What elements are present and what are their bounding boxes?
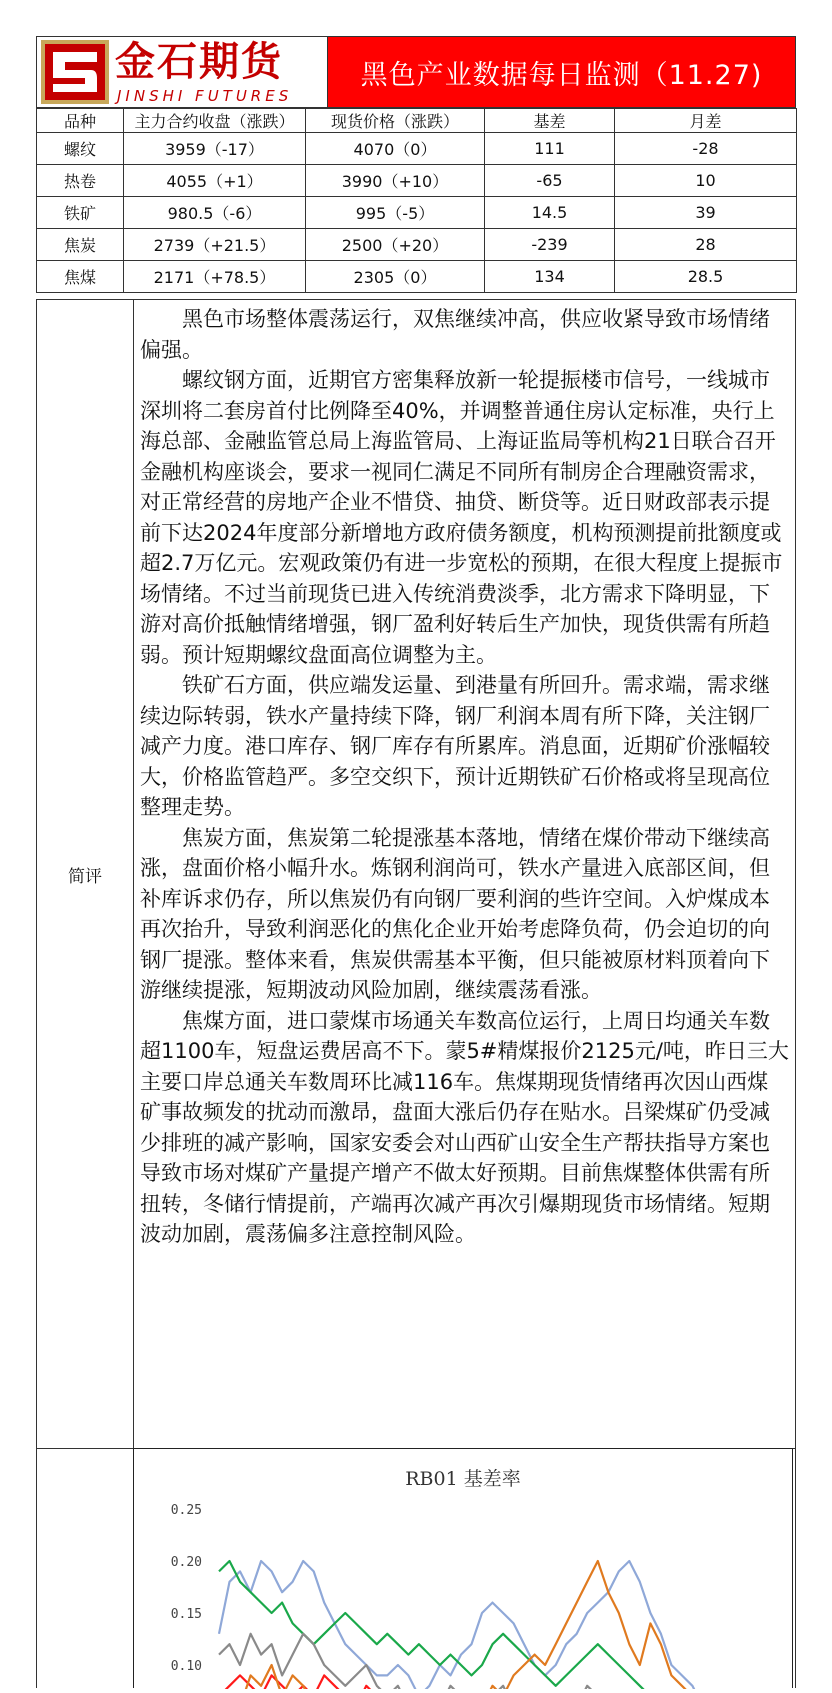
- column-header: 基差: [485, 109, 615, 133]
- report-header: [36, 36, 796, 108]
- table-row: [37, 165, 797, 197]
- table-cell: 2171（+78.5）: [124, 261, 306, 293]
- table-cell: 39: [615, 197, 797, 229]
- y-tick-label: 0.15: [170, 1607, 202, 1622]
- table-cell: 14.5: [485, 197, 615, 229]
- table-cell: -239: [485, 229, 615, 261]
- table-cell: 28: [615, 229, 797, 261]
- table-cell: 134: [485, 261, 615, 293]
- y-tick-label: 0.10: [170, 1659, 202, 1674]
- table-header-row: [37, 109, 797, 133]
- chart-label-column: [37, 1448, 134, 1688]
- table-cell: 2500（+20）: [306, 229, 485, 261]
- table-cell: 焦煤: [37, 261, 124, 293]
- table-cell: 4055（+1）: [124, 165, 306, 197]
- report-title: 黑色产业数据每日监测（11.27): [328, 37, 795, 107]
- table-cell: -65: [485, 165, 615, 197]
- table-cell: 螺纹: [37, 133, 124, 165]
- table-cell: 4070（0）: [306, 133, 485, 165]
- commentary-paragraph-coking-coal: 焦煤方面，进口蒙煤市场通关车数高位运行，上周日均通关车数超1100车，短盘运费居高不下。蒙5#精煤报价2125元/吨，昨日三大主要口岸总通关车数周环比减116车。焦煤期现货情绪再次因山西煤矿事故频发的扰动而激昂，盘面大涨后仍存在贴水。吕梁煤矿仍受减少排班的减产影响，国家安委会对山西矿山安全生产帮扶指导方案也导致市场对煤矿产量提产增产不做太好预期。目前焦煤整体供需有所扭转，冬储行情提前，产端再次减产再次引爆期现货市场情绪。短期波动加剧，震荡偏多注意控制风险。: [140, 1008, 789, 1246]
- table-cell: 2305（0）: [306, 261, 485, 293]
- commentary-text: [134, 300, 795, 1448]
- y-tick-label: 0.20: [170, 1555, 202, 1570]
- table-cell: 111: [485, 133, 615, 165]
- table-cell: 980.5（-6）: [124, 197, 306, 229]
- y-tick-label: 0.25: [170, 1503, 202, 1518]
- table-row: [37, 197, 797, 229]
- commentary-paragraph-iron-ore: 铁矿石方面，供应端发运量、到港量有所回升。需求端，需求继续边际转弱，铁水产量持续下降，钢厂利润本周有所下降，关注钢厂减产力度。港口库存、钢厂库存有所累库。消息面，近期矿价涨幅较大，价格监管趋严。多空交织下，预计近期铁矿石价格或将呈现高位整理走势。: [140, 673, 770, 819]
- commentary-paragraph-rebar: 螺纹钢方面，近期官方密集释放新一轮提振楼市信号，一线城市深圳将二套房首付比例降至40%，并调整普通住房认定标准，央行上海总部、金融监管总局上海监管局、上海证监局等机构21日联合召开金融机构座谈会，要求一视同仁满足不同所有制房企合理融资需求，对正常经营的房地产企业不惜贷、抽贷、断贷等。近日财政部表示提前下达2024年度部分新增地方政府债务额度，机构预测提前批额度或超2.7万亿元。宏观政策仍有进一步宽松的预期，在很大程度上提振市场情绪。不过当前现货已进入传统消费淡季，北方需求下降明显，下游对高价抵触情绪增强，钢厂盈利好转后生产加快，现货供需有所趋弱。预计短期螺纹盘面高位调整为主。: [140, 368, 783, 667]
- commentary-paragraph-overview: 黑色市场整体震荡运行，双焦继续冲高，供应收紧导致市场情绪偏强。: [140, 307, 770, 362]
- table-cell: 10: [615, 165, 797, 197]
- table-cell: 28.5: [615, 261, 797, 293]
- commentary-paragraph-coke: 焦炭方面，焦炭第二轮提涨基本落地，情绪在煤价带动下继续高涨，盘面价格小幅升水。炼钢利润尚可，铁水产量进入底部区间，但补库诉求仍存，所以焦炭仍有向钢厂要利润的些许空间。入炉煤成本再次抬升，导致利润恶化的焦化企业开始考虑降负荷，仍会迫切的向钢厂提涨。整体来看，焦炭供需基本平衡，但只能被原材料顶着向下游继续提涨，短期波动风险加剧，继续震荡看涨。: [140, 825, 770, 1002]
- table-cell: 995（-5）: [306, 197, 485, 229]
- basis-rate-chart: [133, 1448, 793, 1688]
- logo-english-name: JINSHI FUTURES: [117, 87, 293, 105]
- table-row: [37, 133, 797, 165]
- commentary-section: [36, 299, 796, 1449]
- column-header: 主力合约收盘（涨跌）: [124, 109, 306, 133]
- logo: [37, 37, 328, 107]
- table-cell: 2739（+21.5）: [124, 229, 306, 261]
- table-row: [37, 229, 797, 261]
- table-cell: -28: [615, 133, 797, 165]
- logo-chinese-name: 金石期货: [115, 38, 283, 85]
- column-header: 品种: [37, 109, 124, 133]
- jinshi-logo-icon: [41, 40, 109, 104]
- chart-title: RB01 基差率: [405, 1468, 521, 1490]
- market-data-table: [36, 108, 797, 293]
- chart-svg: [134, 1449, 792, 1689]
- table-cell: 焦炭: [37, 229, 124, 261]
- column-header: 现货价格（涨跌）: [306, 109, 485, 133]
- table-cell: 3959（-17）: [124, 133, 306, 165]
- table-cell: 热卷: [37, 165, 124, 197]
- column-header: 月差: [615, 109, 797, 133]
- table-cell: 3990（+10）: [306, 165, 485, 197]
- commentary-label: 简评: [37, 300, 134, 1448]
- table-cell: 铁矿: [37, 197, 124, 229]
- table-row: [37, 261, 797, 293]
- series-line-green: [219, 1561, 724, 1689]
